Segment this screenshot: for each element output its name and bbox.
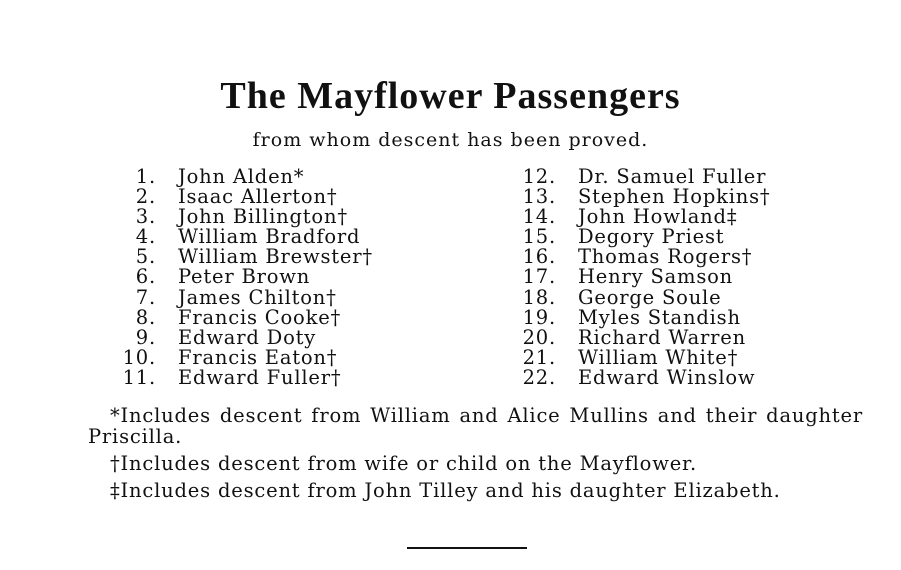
item-number: 22. — [522, 365, 556, 389]
passenger-name: Richard Warren — [578, 325, 746, 349]
list-item — [518, 247, 770, 267]
passenger-list-right — [518, 167, 770, 388]
passenger-name: William Bradford — [178, 225, 361, 249]
list-item — [518, 305, 770, 329]
passenger-name: William Brewster† — [178, 245, 373, 269]
passenger-name: Edward Winslow — [578, 365, 756, 389]
passenger-name: Peter Brown — [178, 265, 311, 289]
item-number: 16. — [522, 245, 556, 269]
item-number: 15. — [522, 225, 556, 249]
footnote-double-dagger: ‡Includes descent from John Tilley and his daughter Elizabeth. — [110, 479, 781, 502]
passenger-name: Degory Priest — [578, 225, 725, 249]
item-number: 1. — [135, 165, 156, 188]
footnote-dagger: †Includes descent from wife or child on the Mayflower. — [110, 452, 698, 475]
passenger-name: John Alden* — [178, 165, 305, 188]
list-item — [118, 305, 373, 329]
item-number: 21. — [522, 345, 556, 369]
passenger-name: Edward Fuller† — [178, 365, 342, 389]
footnote-asterisk: *Includes descent from William and Alice Mullins and their daughter Priscilla. — [88, 404, 863, 448]
list-item — [118, 365, 373, 389]
list-item — [518, 187, 770, 207]
passenger-name: Dr. Samuel Fuller — [578, 165, 767, 188]
passenger-name: James Chilton† — [178, 285, 337, 309]
item-number: 3. — [135, 205, 156, 229]
item-number: 20. — [522, 325, 556, 349]
subtitle: from whom descent has been proved. — [252, 129, 649, 151]
item-number: 8. — [135, 305, 156, 329]
item-number: 11. — [122, 365, 156, 389]
passenger-list-left — [118, 167, 373, 388]
page-title: The Mayflower Passengers — [220, 75, 681, 117]
list-item — [518, 267, 770, 287]
list-item — [518, 227, 770, 247]
list-item — [118, 187, 373, 207]
item-number: 13. — [522, 185, 556, 209]
passenger-name: Henry Samson — [578, 265, 734, 289]
closing-rule — [407, 547, 527, 549]
list-item — [118, 267, 373, 287]
item-number: 17. — [522, 265, 556, 289]
item-number: 12. — [522, 165, 556, 188]
list-item — [518, 365, 770, 389]
item-number: 14. — [522, 205, 556, 229]
list-item — [118, 227, 373, 247]
passenger-name: Stephen Hopkins† — [578, 185, 771, 209]
passenger-name: John Howland‡ — [578, 205, 738, 229]
list-item — [118, 325, 373, 349]
list-item — [518, 325, 770, 349]
passenger-name: William White† — [578, 345, 739, 369]
item-number: 2. — [135, 185, 156, 209]
passenger-name: Thomas Rogers† — [578, 245, 753, 269]
list-item — [518, 167, 770, 187]
item-number: 9. — [135, 325, 156, 349]
list-item — [518, 345, 770, 369]
list-item — [118, 285, 373, 309]
item-number: 7. — [135, 285, 156, 309]
passenger-name: Isaac Allerton† — [178, 185, 338, 209]
item-number: 5. — [135, 245, 156, 269]
list-item — [518, 207, 770, 227]
list-item — [118, 167, 373, 187]
item-number: 18. — [522, 285, 556, 309]
item-number: 19. — [522, 305, 556, 329]
footnotes — [88, 405, 863, 507]
item-number: 10. — [122, 345, 156, 369]
passenger-name: George Soule — [578, 285, 722, 309]
list-item — [118, 247, 373, 267]
list-item — [518, 285, 770, 309]
list-item — [118, 207, 373, 227]
passenger-name: John Billington† — [178, 205, 348, 229]
list-item — [118, 345, 373, 369]
passenger-name: Francis Eaton† — [178, 345, 338, 369]
passenger-name: Myles Standish — [578, 305, 741, 329]
passenger-name: Francis Cooke† — [178, 305, 342, 329]
item-number: 6. — [135, 265, 156, 289]
passenger-name: Edward Doty — [178, 325, 317, 349]
item-number: 4. — [135, 225, 156, 249]
